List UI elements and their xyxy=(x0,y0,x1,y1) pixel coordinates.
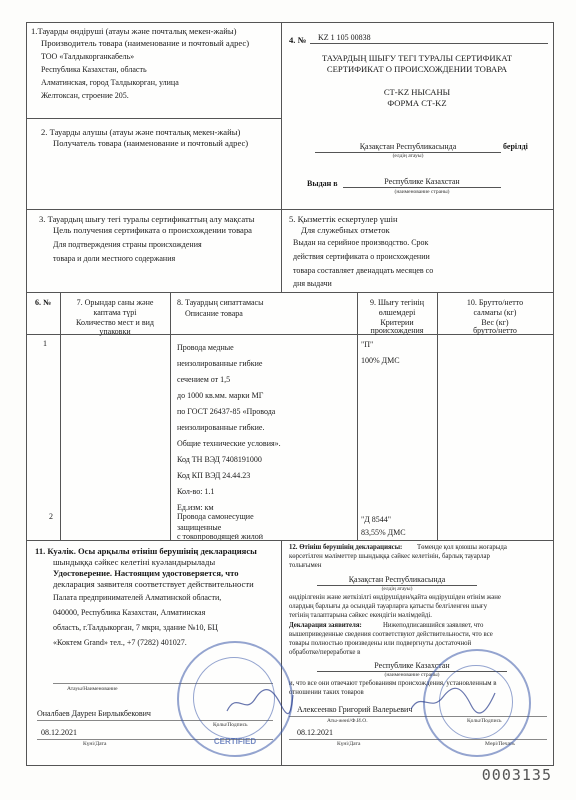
col10-header: Вес (кг) xyxy=(481,318,509,327)
box11-signatory: Оналбаев Даурен Бирлыкбекович xyxy=(37,709,151,718)
origin-criterion: "П" xyxy=(361,340,374,349)
declaration-text-ru: отношении таких товаров xyxy=(289,689,364,696)
certificate-form xyxy=(26,22,554,766)
box5-title-kz: 5. Қызметтік ескертулер үшін xyxy=(289,214,398,224)
service-note-line: действия сертификата о происхождении xyxy=(293,252,430,261)
item-desc-line: до 1000 кв.мм. марки МГ xyxy=(177,391,264,400)
col7-header: 7. Орындар саны және xyxy=(76,298,154,307)
divider xyxy=(27,209,553,210)
item-desc-line: неизолированные гибкие xyxy=(177,359,263,368)
item-desc-line: сечением от 1,5 xyxy=(177,375,231,384)
item-desc-line: Кол-во: 1.1 xyxy=(177,487,215,496)
col9-header: Критерии xyxy=(380,318,414,327)
origin-criterion: "Д 8544" xyxy=(361,515,391,524)
sign-caption: Қолы/Подпись xyxy=(467,718,502,724)
declaration-text-ru: и, что все они отвечают требованиям происхождения, установленным в xyxy=(289,680,497,687)
chamber-line: «Коктем Grand» тел., +7 (7282) 401027. xyxy=(53,638,187,647)
divider xyxy=(281,23,282,209)
declaration-country-kz: Қазақстан Республикасында xyxy=(317,575,477,586)
issued-prefix-ru: Выдан в xyxy=(307,179,338,188)
country-caption-kz: (елдің атауы) xyxy=(392,153,424,159)
row-number: 2 xyxy=(49,512,53,521)
purpose-line: товара и доли местного содержания xyxy=(53,254,176,263)
item-desc-line: Код ТН ВЭД 7408191000 xyxy=(177,455,262,464)
service-note-line: дня выдачи xyxy=(293,279,332,288)
declaration-text-kz: Төменде қол қоюшы жоғарыда xyxy=(417,544,507,551)
box11-title-ru: Удостоверение. Настоящим удостоверяется, что xyxy=(53,568,239,578)
divider xyxy=(27,118,281,119)
form-name-ru: ФОРМА СТ-KZ xyxy=(387,98,447,108)
producer-line: Желтоксан, строение 205. xyxy=(41,91,129,100)
declaration-text-kz: олардың барлығы да осындай тауарларға қатысты белгіленген шығу xyxy=(289,603,488,610)
issued-suffix-kz: берілді xyxy=(503,142,528,151)
declaration-text-kz: тегінің талаптарына сәйкес екендігін мәлімдейді. xyxy=(289,612,432,619)
box12-title-kz: 12. Өтініш берушінің декларациясы: xyxy=(289,544,403,551)
divider xyxy=(170,292,171,540)
declaration-text-ru: вышеприведенные сведения соответствуют действительности, что все xyxy=(289,631,493,638)
item-desc-line: Провода самонесущие xyxy=(177,512,254,521)
declaration-text-ru: обработке/переработке в xyxy=(289,649,361,656)
certificate-title-kz: ТАУАРДЫҢ ШЫҒУ ТЕГІ ТУРАЛЫ СЕРТИФИКАТ xyxy=(321,53,513,63)
col9-header: 9. Шығу тегінің xyxy=(369,298,425,307)
item-desc-line: по ГОСТ 26437-85 «Провода xyxy=(177,407,276,416)
signature-mark xyxy=(225,685,295,719)
item-desc-line: Провода медные xyxy=(177,343,234,352)
col7-header: Количество мест и вид xyxy=(76,318,154,327)
issued-country-kz: Қазақстан Республикасында xyxy=(315,142,501,153)
signature-mark xyxy=(407,687,497,717)
producer-line: Республика Казахстан, область xyxy=(41,65,147,74)
col6-header: 6. № xyxy=(35,298,52,307)
stamp-caption: Мөрі/Печать xyxy=(485,741,515,747)
name-caption: Атауы/Наименование xyxy=(67,686,118,692)
box1-title-ru: Производитель товара (наименование и почтовый адрес) xyxy=(41,38,250,48)
declaration-text-ru: товары полностью произведены или подвергнуты достаточной xyxy=(289,640,472,647)
producer-line: ТОО «Талдыкорганкабель» xyxy=(41,52,135,61)
col10-header: салмағы (кг) xyxy=(473,308,517,317)
col10-header: брутто/нетто xyxy=(473,326,517,335)
service-note-line: товара составляет двенадцать месяцев со xyxy=(293,266,434,275)
chamber-line: 040000, Республика Казахстан, Алматинская xyxy=(53,608,206,617)
declaration-text-kz: толығымен xyxy=(289,562,322,569)
country-caption-ru: (наименование страны) xyxy=(384,672,440,678)
declaration-text-kz: көрсетілген мәліметтер шындыққа сәйкес келетінін, барлық тауарлар xyxy=(289,553,490,560)
col8-header: 8. Тауардың сипаттамасы xyxy=(177,298,264,307)
stamp-label: CERTIFIED xyxy=(213,737,257,746)
chamber-line: Палата предпринимателей Алматинской области, xyxy=(53,593,222,602)
box11-date: 08.12.2021 xyxy=(41,728,77,737)
box2-title-ru: Получатель товара (наименование и почтовый адрес) xyxy=(53,138,249,148)
item-desc-line: Код КП ВЭД 24.44.23 xyxy=(177,471,251,480)
date-caption: Күні/Дата xyxy=(337,741,361,747)
producer-line: Алматинская, город Талдыкорган, улица xyxy=(41,78,179,87)
box11-title-kz: 11. Куәлік. Осы арқылы өтініш берушінің декларациясы xyxy=(35,546,257,556)
certificate-number: KZ 1 105 00838 xyxy=(310,33,548,44)
col9-header: происхождения xyxy=(370,326,424,335)
box12-date: 08.12.2021 xyxy=(297,728,333,737)
divider xyxy=(281,209,282,292)
sign-caption: Қолы/Подпись xyxy=(213,722,248,728)
box5-title-ru: Для служебных отметок xyxy=(301,225,390,235)
declaration-country-ru: Республике Казахстан xyxy=(317,661,507,672)
box1-title-kz: 1.Тауарды өндіруші (атауы және почталық мекен-жайы) xyxy=(31,26,237,36)
col7-header: упаковки xyxy=(99,327,131,336)
chamber-line: область, г.Талдыкорган, 7 мкрн, здание №10, БЦ xyxy=(53,623,218,632)
box3-title-ru: Цель получения сертификата о происхождении товара xyxy=(53,225,252,235)
row-number: 1 xyxy=(43,339,47,348)
box11-line2-ru: декларация заявителя соответствует действительности xyxy=(53,579,254,589)
box11-line2-kz: шындыққа сәйкес келетіні куәландырылады xyxy=(53,557,216,567)
box12-signatory: Алексеенко Григорий Валерьевич xyxy=(297,705,413,714)
divider xyxy=(27,540,553,541)
country-caption: (елдің атауы) xyxy=(381,586,413,592)
box12-title-ru: Декларация заявителя: xyxy=(289,622,362,629)
local-content-share: 100% ДМС xyxy=(361,356,400,365)
issued-country-ru: Республике Казахстан xyxy=(343,177,501,188)
certificate-title-ru: СЕРТИФИКАТ О ПРОИСХОЖДЕНИИ ТОВАРА xyxy=(326,64,508,74)
col10-header: 10. Брутто/нетто xyxy=(466,298,524,307)
item-desc-line: Общие технические условия». xyxy=(177,439,281,448)
item-desc-line: Ед.изм: км xyxy=(177,503,214,512)
declaration-text-ru: Нижеподписавшийся заявляет, что xyxy=(383,622,484,629)
col8-header: Описание товара xyxy=(185,309,243,318)
declaration-text-kz: өндірілгенін және жеткізілгі өндірушіден/қайта өндірушіден өтінім және xyxy=(289,594,501,601)
form-name-kz: СТ-KZ НЫСАНЫ xyxy=(383,87,451,97)
service-note-line: Выдан на серийное производство. Срок xyxy=(293,238,429,247)
box2-title-kz: 2. Тауарды алушы (атауы және почталық мекен-жайы) xyxy=(41,127,241,137)
box4-label: 4. № xyxy=(289,35,307,45)
divider xyxy=(27,292,553,293)
box3-title-kz: 3. Тауардың шығу тегі туралы сертификаттың алу мақсаты xyxy=(39,214,255,224)
item-desc-line: с токопроводящей жилой xyxy=(177,534,264,540)
item-desc-line: неизолированные гибкие. xyxy=(177,423,265,432)
col7-header: каптама түрі xyxy=(93,308,137,317)
form-serial-number: 0003135 xyxy=(481,766,552,784)
date-caption: Күні/Дата xyxy=(83,741,107,747)
country-caption-ru: (наименование страны) xyxy=(394,189,450,195)
local-content-share: 83,55% ДМС xyxy=(361,528,406,537)
item-desc-line: защищенные xyxy=(177,523,222,532)
name-caption: Аты-жөні/Ф.И.О. xyxy=(327,718,368,724)
purpose-line: Для подтверждения страны происхождения xyxy=(53,240,202,249)
col9-header: өлшемдері xyxy=(378,308,416,317)
